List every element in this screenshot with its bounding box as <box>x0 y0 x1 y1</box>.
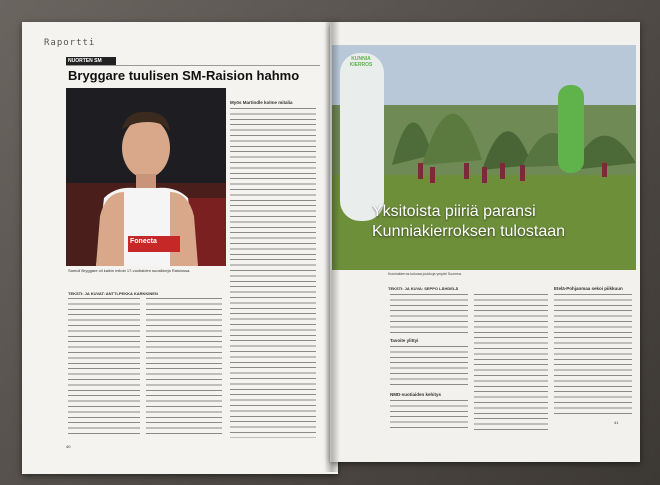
pillar-banner-text: KUNNIA KIERROS <box>349 56 373 68</box>
right-byline: TEKSTI: JA KUVA: SEPPO LÄHDELÄ <box>388 286 459 291</box>
book-gutter <box>324 22 340 472</box>
right-headline-line2: Kunniakierroksen tulostaan <box>372 223 566 240</box>
right-column-1b <box>390 346 468 388</box>
left-column-2 <box>146 298 222 438</box>
left-col3-subhead: Myös Martindle kolme mitalia <box>230 100 293 105</box>
left-byline: TEKSTI: JA KUVAT: ANTTI-PEKKA KARKKINEN <box>68 291 158 296</box>
left-page-number: 40 <box>66 444 71 449</box>
right-subhead-3: Etelä-Pohjanmaa sekoi piikkuun <box>554 286 623 291</box>
left-headline: Bryggare tuulisen SM-Raision hahmo <box>68 68 300 83</box>
right-page-number: 41 <box>614 420 619 425</box>
right-column-2 <box>474 294 548 430</box>
bib-label: Fonecta <box>130 238 157 245</box>
right-column-1c <box>390 400 468 430</box>
right-headline <box>372 202 565 242</box>
left-photo-caption: Samuli Bryggare oli kaikin mitoin 17-vuotiaiden suosikkeja Raisiossa. <box>68 268 191 273</box>
right-column-1 <box>390 294 468 334</box>
section-label: NUORTEN SM <box>68 58 102 64</box>
section-rule <box>66 65 320 66</box>
right-headline-line1: Yksitoista piiriä paransi <box>372 203 536 220</box>
right-subhead-1: Tavoite ylittyi <box>390 338 419 343</box>
right-subhead-2: NMD-vuotiaiden kehitys <box>390 392 442 397</box>
magazine-brand: Raportti <box>44 38 96 48</box>
left-column-3 <box>230 108 316 438</box>
right-photo-caption: Kunniakierros kokoaa joukkoja ympäri Suomea. <box>388 272 462 276</box>
left-column-1 <box>68 298 140 438</box>
right-column-3 <box>554 294 632 414</box>
